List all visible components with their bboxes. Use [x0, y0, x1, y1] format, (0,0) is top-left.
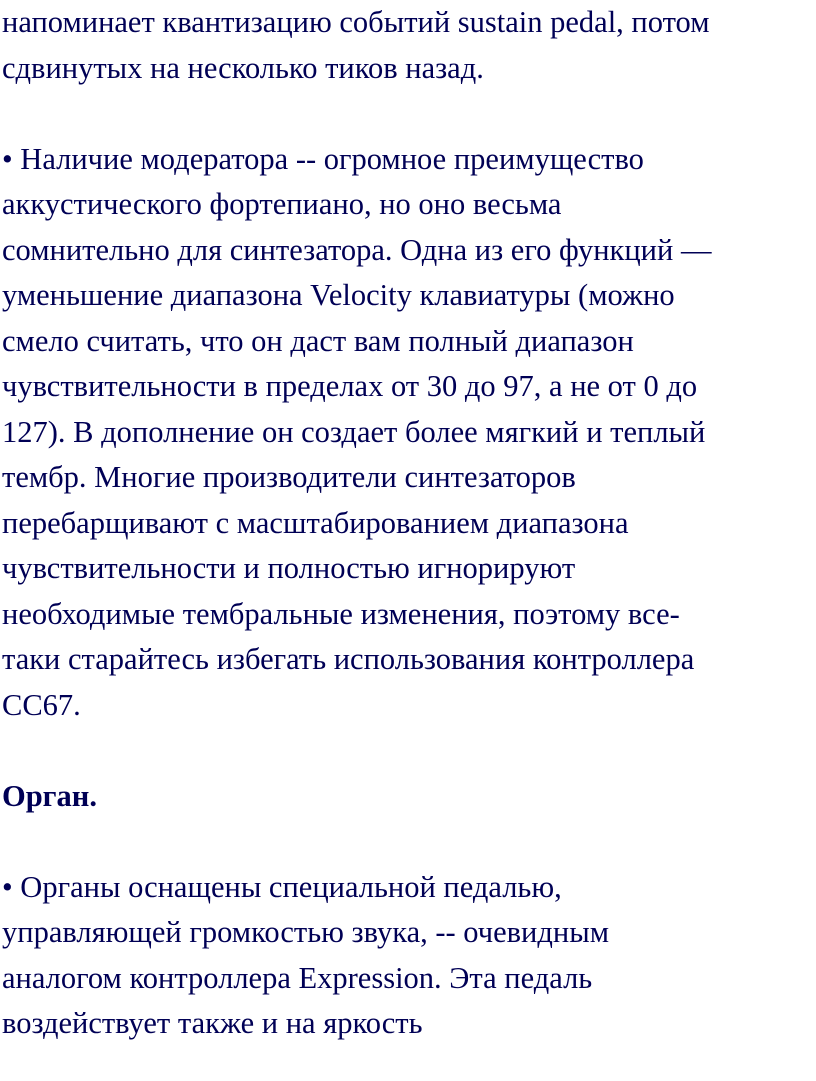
paragraph-spacer: [2, 91, 814, 137]
text-line: необходимые тембральные изменения, поэтому все-: [2, 596, 680, 631]
text-line: 127). В дополнение он создает более мягкий и теплый: [2, 414, 706, 449]
text-line: напоминает квантизацию событий sustain pedal, потом: [2, 5, 710, 39]
paragraph-organ: [2, 865, 814, 1047]
text-line: таки старайтесь избегать использования контроллера: [2, 642, 695, 676]
text-line: • Органы оснащены специальной педалью,: [2, 869, 562, 904]
document-page: [2, 0, 814, 1047]
text-line: уменьшение диапазона Velocity клавиатуры (можно: [2, 278, 675, 312]
paragraph-spacer: [2, 728, 814, 774]
text-line: аккустического фортепиано, но оно весьма: [2, 187, 562, 221]
text-line: аналогом контроллера Expression. Эта педаль: [2, 960, 593, 995]
text-line: чувствительности и полностью игнорируют: [2, 551, 576, 585]
text-line: чувствительности в пределах от 30 до 97, а не от 0 до: [2, 369, 698, 403]
text-line: сдвинутых на несколько тиков назад.: [2, 50, 484, 85]
text-line: воздействует также и на яркость: [2, 1006, 423, 1040]
text-line: смело считать, что он даст вам полный диапазон: [2, 323, 634, 358]
paragraph-spacer: [2, 819, 814, 865]
paragraph-moderator: [2, 137, 814, 729]
text-line: управляющей громкостью звука, -- очевидным: [2, 915, 609, 949]
text-line: CC67.: [2, 687, 81, 722]
text-line: тембр. Многие производители синтезаторов: [2, 460, 576, 494]
text-line: перебарщивают с масштабированием диапазона: [2, 505, 629, 540]
text-line: • Наличие модератора -- огромное преимущество: [2, 141, 644, 176]
paragraph-quantization: [2, 0, 814, 91]
section-heading: Орган.: [2, 778, 97, 813]
text-line: сомнительно для синтезатора. Одна из его функций —: [2, 232, 712, 267]
